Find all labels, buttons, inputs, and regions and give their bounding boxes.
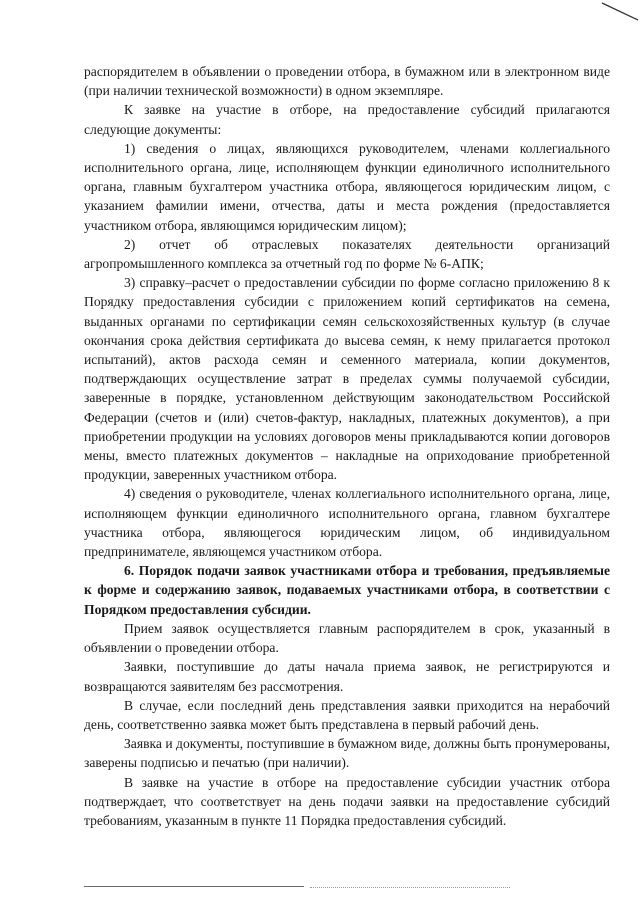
paragraph-confirmation: В заявке на участие в отборе на предоставление субсидии участник отбора подтверждает, что соответствует на день подачи заявки на предоставление субсидий требованиям, указанным в пункте 11 Порядка предоставления субсидий. [84,774,610,828]
list-item-2: 2) отчет об отраслевых показателях деятельности организаций агропромышленного комплекса за отчетный год по форме № 6-АПК; [84,236,610,272]
list-item-3: 3) справку–расчет о предоставлении субсидии по форме согласно приложению 8 к Порядку предоставления субсидии с приложением копий сертификатов на семена, выданных органами по сертификации семян сельскохозяйственных культур (в случае окончания срока действия сертификата до высева семян, к нему прилагается протокол испытаний), актов расхода семян и семенного материала, копии документов, подтверждающих осуществление затрат в пределах суммы получаемой субсидии, заверенные в порядке, установленном действующим законодательством Российской Федерации (счетов и (или) счетов-фактур, накладных, платежных документов), а при приобретении продукции на условиях договоров мены прикладываются копии договоров мены, вместо платежных документов – накладные на оприходование приобретенной продукции, заверенных участником отбора. [84,275,610,483]
paragraph-application-intake: Прием заявок осуществляется главным распорядителем в срок, указанный в объявлении о проведении отбора. [84,620,610,656]
paragraph-attachments-intro: К заявке на участие в отборе, на предоставление субсидий прилагаются следующие документы: [84,102,610,137]
paragraph-non-working-day: В случае, если последний день представления заявки приходится на нерабочий день, соответственно заявка может быть представлена в первый рабочий день. [84,697,610,732]
footer-dotted-rule [310,887,510,888]
paragraph-continuation: распорядителем в объявлении о проведении отбора, в бумажном или в электронном виде (при наличии технической возможности) в одном экземпляре. [84,64,610,99]
paragraph-paper-documents: Заявка и документы, поступившие в бумажном виде, должны быть пронумерованы, заверены подписью и печатью (при наличии). [84,736,610,771]
footer-rule [84,886,304,887]
document-page [84,62,610,830]
section-heading-6: 6. Порядок подачи заявок участниками отбора и требования, предъявляемые к форме и содержанию заявок, подаваемых участниками отбора, в соответствии с Порядком предоставления субсидии. [84,563,610,617]
paragraph-early-applications: Заявки, поступившие до даты начала приема заявок, не регистрируются и возвращаются заявителям без рассмотрения. [84,659,610,694]
corner-pen-stroke [600,0,640,22]
list-item-4: 4) сведения о руководителе, членах коллегиального исполнительного органа, лице, исполняющем функции единоличного исполнительного органа, главном бухгалтере участника отбора, являющегося юридическим лицом, об индивидуальном предпринимателе, являющемся участником отбора. [84,486,610,560]
list-item-1: 1) сведения о лицах, являющихся руководителем, членами коллегиального исполнительного органа, лице, исполняющем функции единоличного исполнительного органа, главным бухгалтером участника отбора, являющегося юридическим лицом, с указанием фамилии имени, отчества, даты и места рождения (предоставляется участником отбора, являющимся юридическим лицом); [84,140,610,233]
